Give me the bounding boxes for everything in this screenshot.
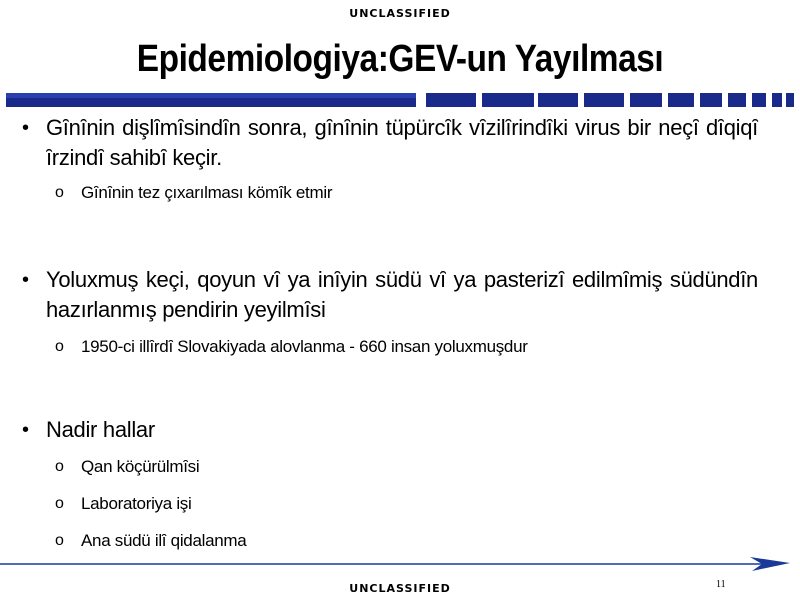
bullet-text: Gȋnȋnin dişlȋmȋsindȋn sonra, gȋnȋnin tüpürcȋk vȋzilȋrindȋki virus bir neçȋ dȋqiqȋ ȋrzindȋ sahibȋ keçir.	[46, 115, 758, 170]
sub-bullet-text: Laboratoriya işi	[81, 494, 192, 513]
sub-bullet-circle-icon: o	[55, 532, 64, 549]
slide-title: Epidemiologiya:GEV-un Yayılması	[136, 38, 664, 80]
page-number: 11	[716, 579, 726, 590]
sub-bullet-circle-icon: o	[55, 184, 64, 201]
classification-banner-top: UNCLASSIFIED	[349, 7, 451, 20]
sub-bullet-circle-icon: o	[55, 495, 64, 512]
sub-bullet-circle-icon: o	[55, 338, 64, 355]
bullet-dot-icon: •	[22, 117, 30, 139]
bullet-text: Nadir hallar	[46, 417, 155, 442]
sub-bullet-text: 1950-ci illȋrdȋ Slovakiyada alovlanma - 660 insan yoluxmuşdur	[81, 337, 528, 356]
sub-bullet-text: Qan köçürülmȋsi	[81, 457, 200, 476]
sub-bullet-circle-icon: o	[55, 458, 64, 475]
classification-banner-bottom: UNCLASSIFIED	[349, 582, 451, 595]
sub-bullet-text: Gȋnȋnin tez çıxarılması kömȋk etmir	[81, 183, 333, 202]
bullet-dot-icon: •	[22, 269, 30, 291]
bullet-text: Yoluxmuş keçi, qoyun vȋ ya inȋyin südü vȋ ya pasterizȋ edilmȋmiş südündȋn hazırlanmış pendirin yeyilmȋsi	[46, 267, 758, 322]
sub-bullet-text: Ana südü ilȋ qidalanma	[81, 531, 247, 550]
footer-arrow-line	[0, 554, 800, 578]
bullet-dot-icon: •	[22, 419, 30, 441]
